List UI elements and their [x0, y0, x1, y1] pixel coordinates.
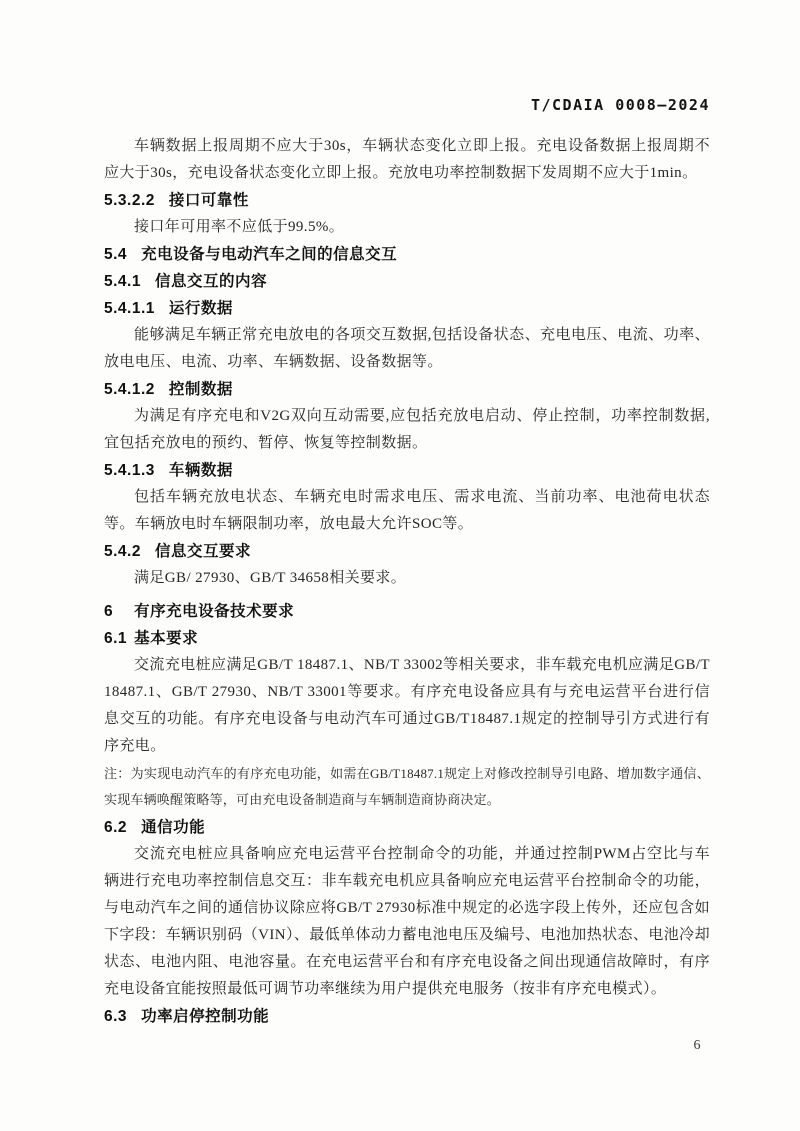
paragraph-report-period: 车辆数据上报周期不应大于30s，车辆状态变化立即上报。充电设备数据上报周期不应大于30s，充电设备状态变化立即上报。充放电功率控制数据下发周期不应大于1min。 — [104, 138, 710, 181]
section-title: 信息交互的内容 — [154, 273, 267, 290]
page-number: 6 — [693, 1038, 701, 1053]
section-number: 5.4 — [104, 246, 128, 263]
section-number: 5.4.1.2 — [104, 381, 155, 398]
section-number: 6.1 — [104, 630, 128, 647]
chapter-heading-6 — [104, 598, 710, 625]
paragraph-interface-availability: 接口年可用率不应低于99.5%。 — [134, 219, 345, 235]
chapter-title: 有序充电设备技术要求 — [134, 603, 295, 620]
section-title: 通信功能 — [141, 819, 206, 836]
paragraph-operating-data: 能够满足车辆正常充电放电的各项交互数据,包括设备状态、充电电压、电流、功率、放电电压、电流、功率、车辆数据、设备数据等。 — [104, 327, 710, 370]
section-heading-6.2 — [104, 814, 710, 841]
paragraph-basic-requirements: 交流充电桩应满足GB/T 18487.1、NB/T 33002等相关要求，非车载充电机应满足GB/T 18487.1、GB/T 27930、NB/T 33001等要求。有序充电设备应具有与充电运营平台进行信息交互的功能。有序充电设备与电动汽车可通过GB/T18487.1规定的控制导引方式进行有序充电。 — [104, 657, 710, 754]
section-number: 6.2 — [104, 819, 128, 836]
section-title: 控制数据 — [168, 381, 233, 398]
document-content — [104, 133, 710, 1030]
section-title: 功率启停控制功能 — [141, 1008, 270, 1025]
section-heading-5.4.1.3 — [104, 457, 710, 484]
section-heading-5.4.1.2 — [104, 376, 710, 403]
section-heading-6.3 — [104, 1003, 710, 1030]
section-heading-6.1 — [104, 625, 710, 652]
section-heading-5.4.1 — [104, 268, 710, 295]
section-title: 充电设备与电动汽车之间的信息交互 — [141, 246, 398, 263]
section-title: 车辆数据 — [168, 462, 233, 479]
section-title: 信息交互要求 — [154, 543, 251, 560]
section-number: 5.4.1 — [104, 273, 141, 290]
section-heading-5.3.2.2 — [104, 187, 710, 214]
page-header — [104, 96, 710, 115]
paragraph-control-data: 为满足有序充电和V2G双向互动需要,应包括充放电启动、停止控制，功率控制数据,宜包括充放电的预约、暂停、恢复等控制数据。 — [104, 408, 710, 451]
section-title: 运行数据 — [168, 300, 233, 317]
section-number: 5.3.2.2 — [104, 192, 155, 209]
section-title: 基本要求 — [134, 630, 199, 647]
section-number: 6.3 — [104, 1008, 128, 1025]
section-number: 5.4.2 — [104, 543, 141, 560]
paragraph-vehicle-data: 包括车辆充放电状态、车辆充电时需求电压、需求电流、当前功率、电池荷电状态等。车辆放电时车辆限制功率，放电最大允许SOC等。 — [104, 489, 710, 532]
standard-code: T/CDAIA 0008—2024 — [530, 96, 710, 114]
paragraph-communication-function: 交流充电桩应具备响应充电运营平台控制命令的功能，并通过控制PWM占空比与车辆进行充电功率控制信息交互：非车载充电机应具备响应充电运营平台控制命令的功能，与电动汽车之间的通信协议除应将GB/T 27930标准中规定的必选字段上传外，还应包含如下字段：车辆识别码（VIN）、最低单体动力蓄电池电压及编号、电池加热状态、电池冷却状态、电池内阻、电池容量。在充电运营平台和有序充电设备之间出现通信故障时，有序充电设备宜能按照最低可调节功率继续为用户提供充电服务（按非有序充电模式）。 — [104, 846, 710, 997]
section-heading-5.4.2 — [104, 538, 710, 565]
section-number: 5.4.1.1 — [104, 300, 155, 317]
paragraph-info-exchange-req: 满足GB/ 27930、GB/T 34658相关要求。 — [134, 570, 407, 586]
section-heading-5.4 — [104, 241, 710, 268]
section-number: 5.4.1.3 — [104, 462, 155, 479]
chapter-number: 6 — [104, 603, 114, 620]
section-title: 接口可靠性 — [168, 192, 249, 209]
section-heading-5.4.1.1 — [104, 295, 710, 322]
note-text: 注：为实现电动汽车的有序充电功能，如需在GB/T18487.1规定上对修改控制导引电路、增加数字通信、实现车辆唤醒策略等，可由充电设备制造商与车辆制造商协商决定。 — [104, 766, 710, 807]
